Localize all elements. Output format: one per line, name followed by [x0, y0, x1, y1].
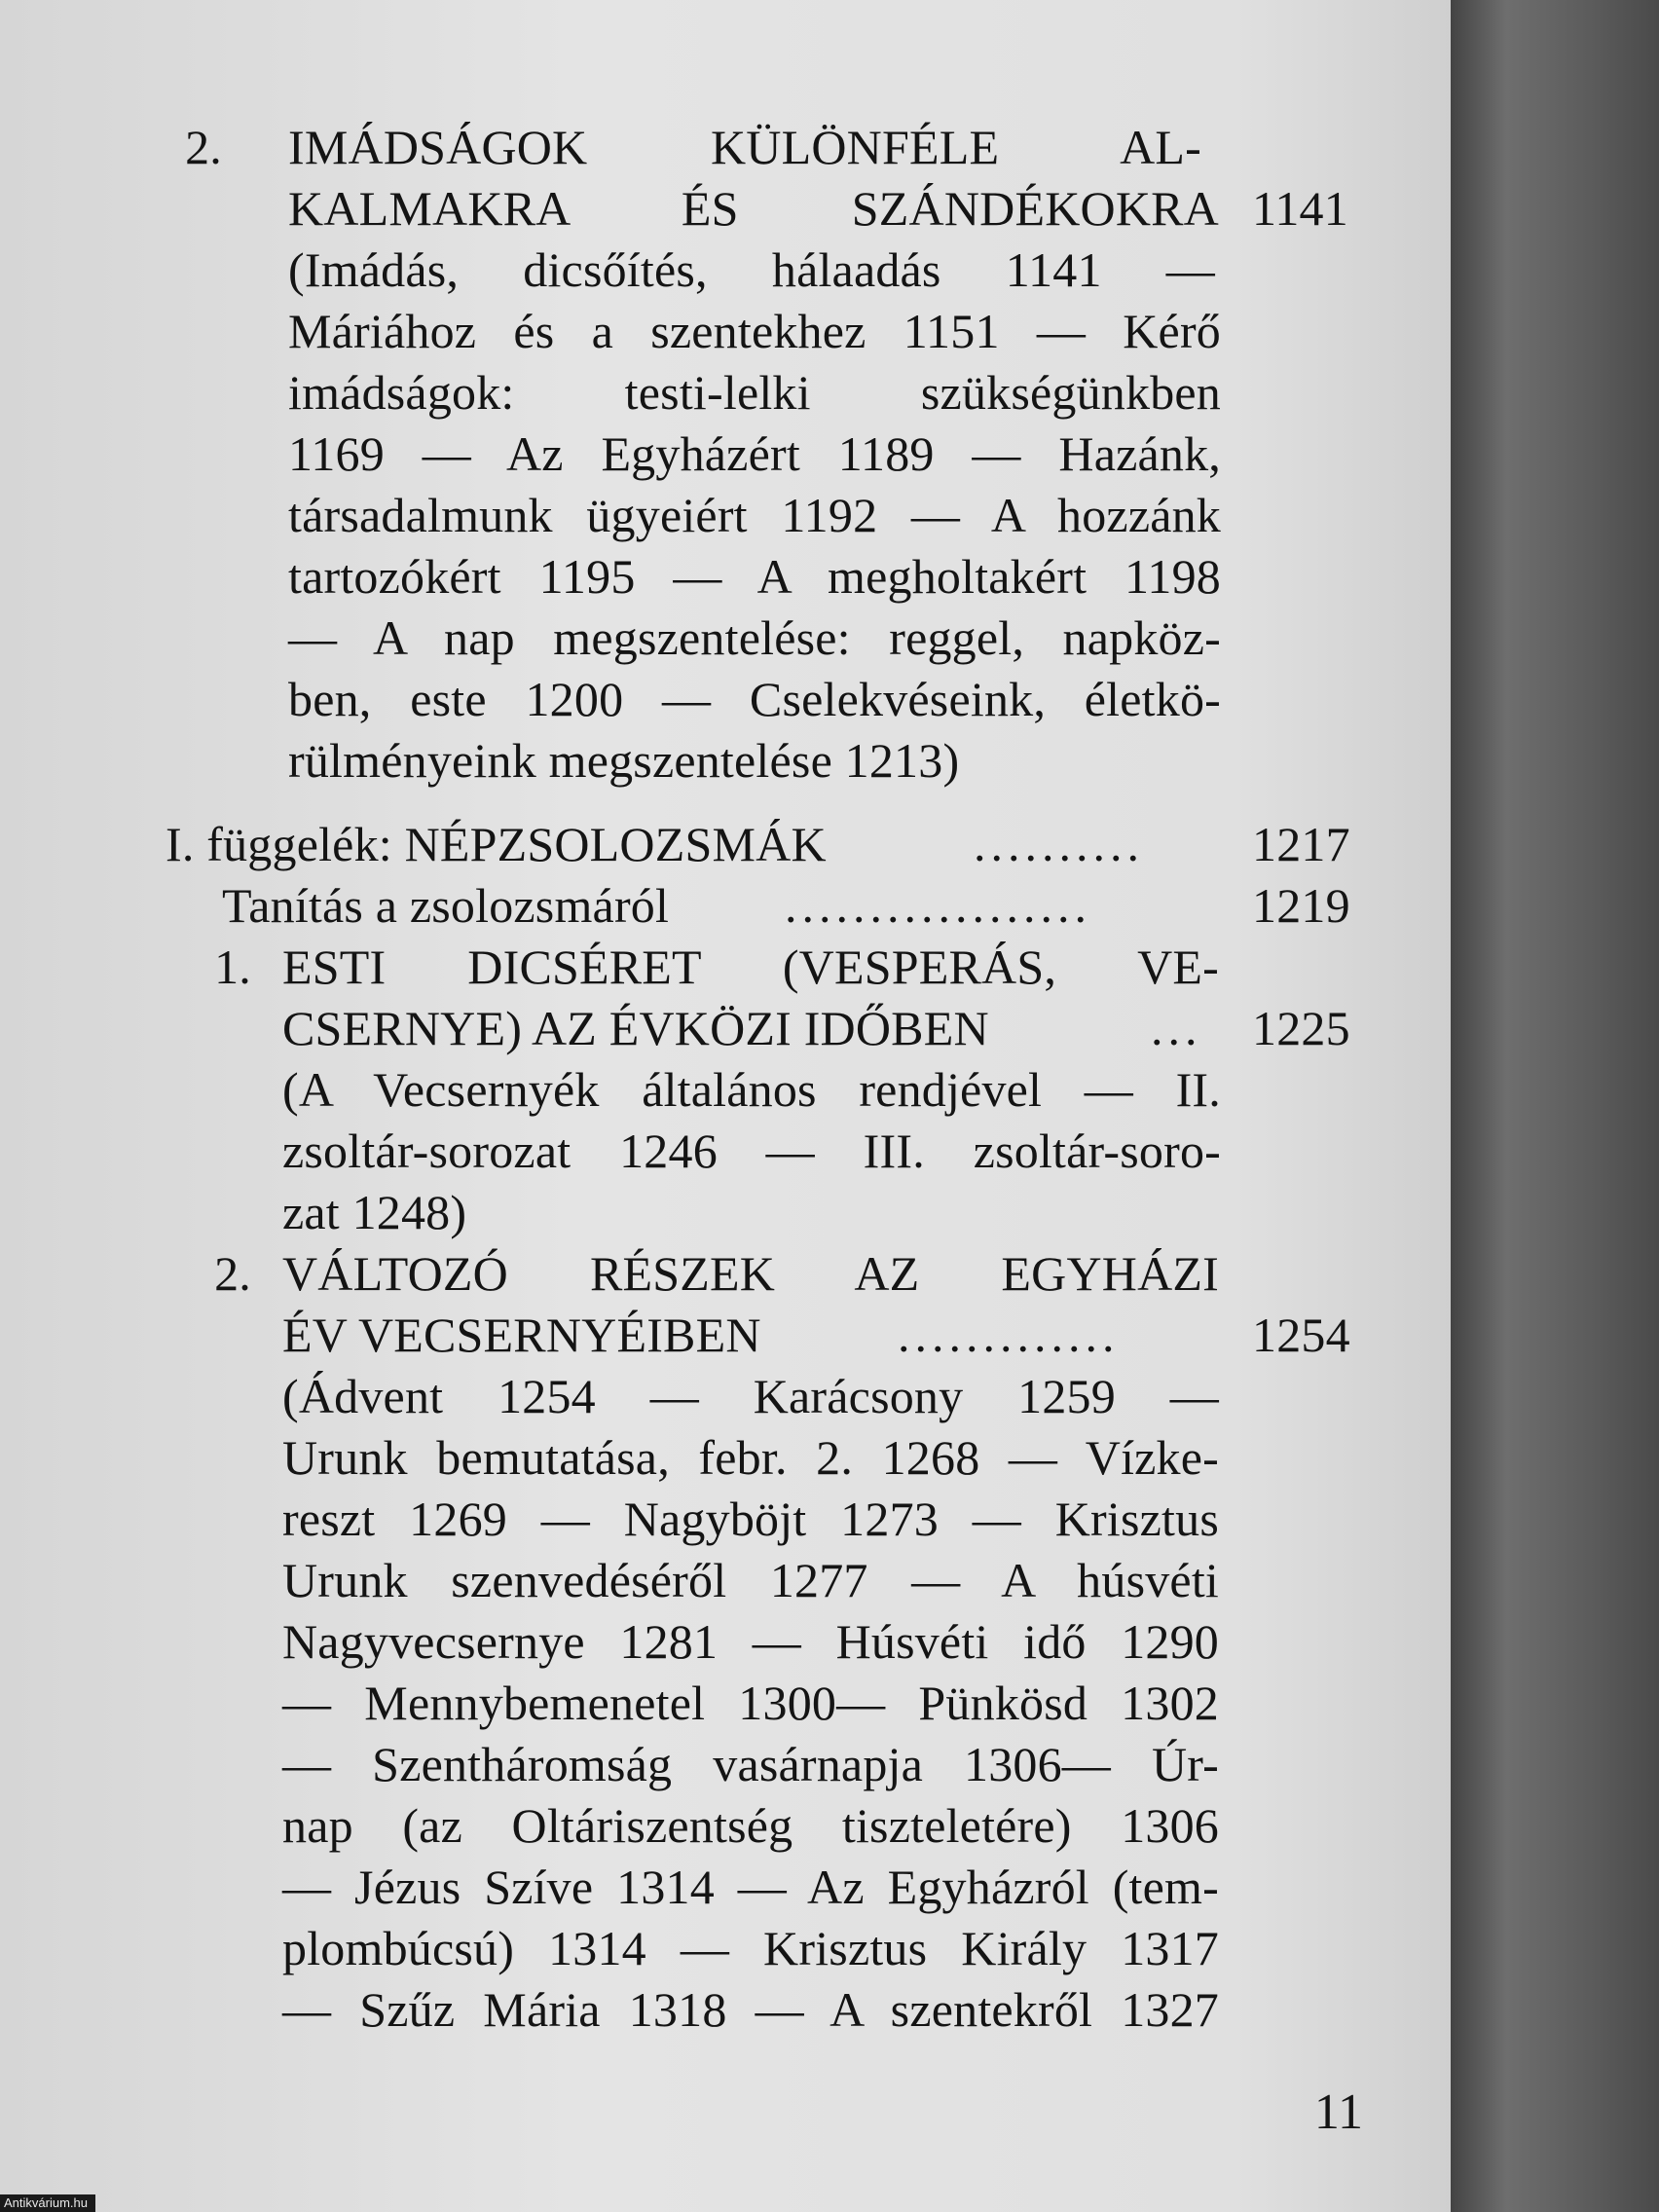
book-page: 2. IMÁDSÁGOK KÜLÖNFÉLE AL- KALMAKRA ÉS SZÁNDÉKOKRA 1141 (Imádás, dicsőítés, hálaadás 1141 — Máriához és a szentekhez 1151 — Kérő imádságok: testi-lelki szükségünkben 1169 — Az Egyházért 1189 — Hazánk, társadalmunk ügyeiért 1192 — A hozzánk tartozókért 1195 — A megholtakért 1198 — A nap megszentelése: reggel, napköz- ben, este 1200 — Cselekvéseink, életkö- rülményeink megszentelése 1213) I. függelék: NÉPZSOLOZSMÁK .......... 1217 Tanítás a zsolozsmáról .................. 1219 1. ESTI DICSÉRET (VESPERÁS, VE- CSERNYE) AZ ÉVKÖZI IDŐBEN ... 1225 (A Vecsernyék általános rendjével — II. zsoltár-sorozat 1246 — III. zsoltár-soro- zat 1248) 2. VÁLTOZÓ RÉSZEK AZ EGYHÁZI ÉV VECSERNYÉIBEN ............. 1254 (Ádvent 1254 — Karácsony 1259 — Urunk bemutatása, febr. 2. 1268 — Vízke- reszt 1269 — Nagyböjt 1273 — Krisztus Urunk szenvedéséről 1277 — A húsvéti Nagyvecsernye 1281 — Húsvéti idő 1290 — Mennybemenetel 1300— Pünkösd 1302 — Szentháromság vasárnapja 1306— Úr- nap (az Oltáriszentség tiszteletére) 1306 — Jézus Szíve 1314 — Az Egyházról (tem- plombúcsú) 1314 — Krisztus Király 1317 — Szűz Mária 1318 — A szentekről 1327 11 — [0, 0, 1451, 2212]
entry-title-cont: CSERNYE) AZ ÉVKÖZI IDŐBEN — [282, 1001, 989, 1055]
page-ref: 1217 — [1252, 817, 1350, 871]
entry-title: IMÁDSÁGOK KÜLÖNFÉLE AL- — [288, 120, 1201, 174]
leader-dots: ............. — [898, 1308, 1120, 1362]
page-ref: 1141 — [1252, 181, 1348, 236]
leader-dots: ... — [1151, 1001, 1202, 1055]
entry-title: VÁLTOZÓ RÉSZEK AZ EGYHÁZI — [282, 1246, 1219, 1301]
leader-dots: .......... — [974, 817, 1144, 871]
entry-number: 1. — [214, 940, 251, 994]
watermark-label: Antikvárium.hu — [0, 2194, 95, 2212]
teaching-label: Tanítás a zsolozsmáról — [222, 878, 670, 933]
entry-title-cont: KALMAKRA ÉS SZÁNDÉKOKRA — [288, 181, 1219, 236]
entry-number: 2. — [214, 1246, 251, 1301]
entry-title-cont: ÉV VECSERNYÉIBEN — [282, 1308, 761, 1362]
appendix-label: I. függelék: NÉPZSOLOZSMÁK — [166, 817, 827, 871]
page-ref: 1254 — [1252, 1308, 1350, 1362]
page-number: 11 — [1313, 2084, 1363, 2140]
entry-number: 2. — [185, 120, 222, 174]
background-surface — [1441, 0, 1659, 2212]
leader-dots: .................. — [785, 878, 1091, 933]
page-ref: 1225 — [1252, 1001, 1350, 1055]
page-ref: 1219 — [1252, 878, 1350, 933]
entry-title: ESTI DICSÉRET (VESPERÁS, VE- — [282, 940, 1219, 994]
